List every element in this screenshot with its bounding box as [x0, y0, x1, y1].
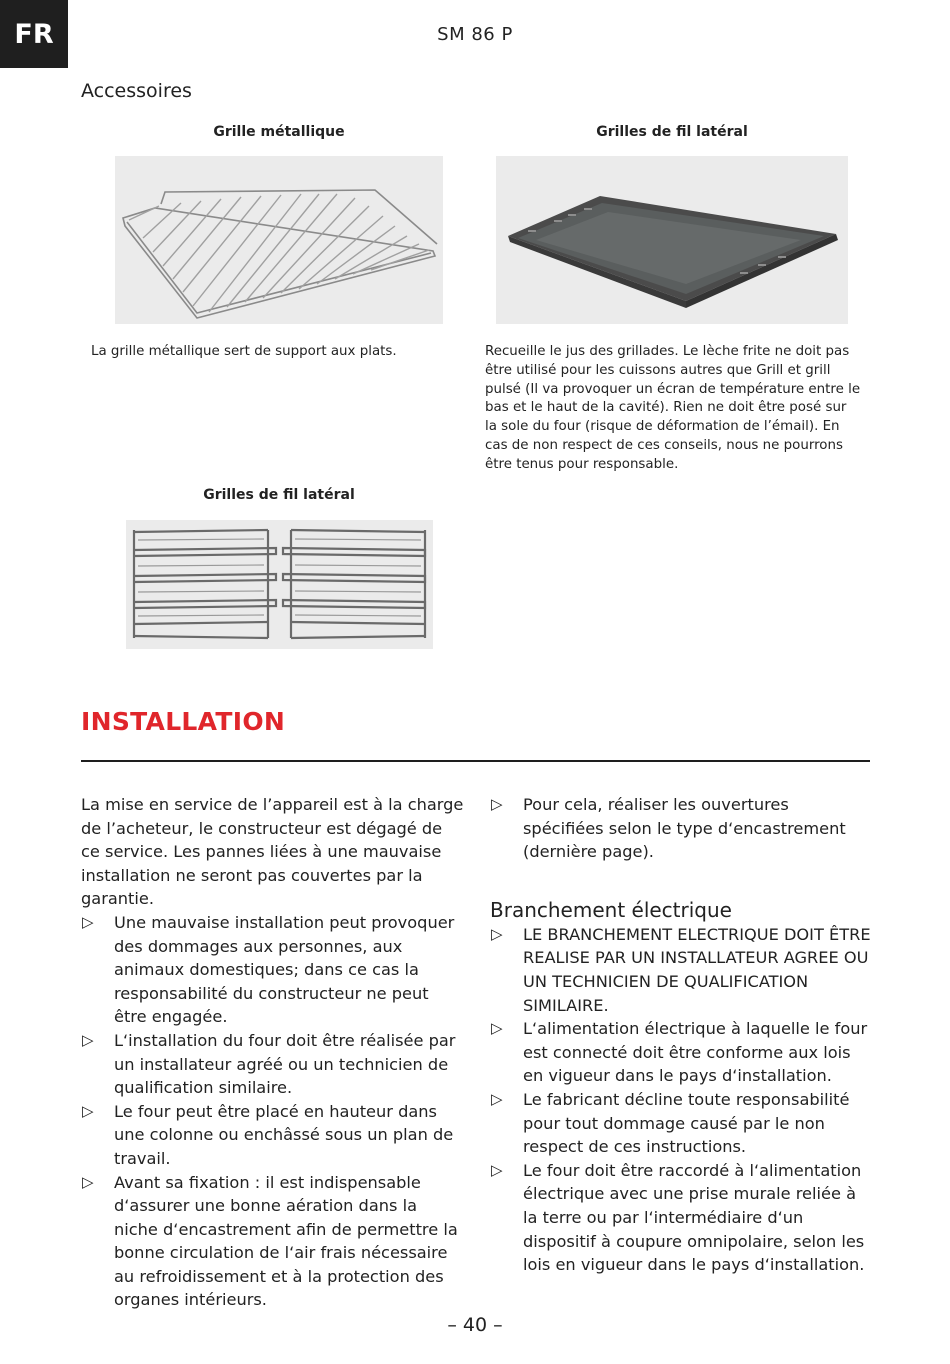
installation-title: INSTALLATION: [81, 707, 286, 736]
accessories-title: Accessoires: [81, 80, 192, 102]
wire-grill-description: La grille métallique sert de support aux plats.: [91, 344, 397, 359]
installation-right-column: [490, 793, 872, 1277]
triangle-bullet-icon: ▷: [491, 1160, 503, 1179]
list-item: [490, 923, 872, 1017]
page-number: – 40 –: [447, 1314, 503, 1336]
list-item: [81, 911, 466, 1029]
installation-intro: La mise en service de l’appareil est à la charge de l’acheteur, le constructeur est dégagé de ce service. Les pannes liées à une mauvaise installation ne seront pas couvertes par la garantie.: [81, 795, 464, 909]
caption-side-racks: Grilles de fil latéral: [203, 487, 355, 503]
triangle-bullet-icon: ▷: [491, 795, 503, 813]
language-badge: FR: [0, 0, 68, 68]
list-item: [490, 1017, 872, 1088]
electrical-connection-title: Branchement électrique: [490, 897, 732, 922]
list-item-text: L‘alimentation électrique à laquelle le four est connecté doit être conforme aux lois en vigueur dans le pays d‘installation.: [523, 1019, 868, 1086]
list-item: [81, 1100, 466, 1171]
list-item-text: LE BRANCHEMENT ELECTRIQUE DOIT ÊTRE REALISE PAR UN INSTALLATEUR AGREE OU UN TECHNICIEN DE QUALIFICATION SIMILAIRE.: [523, 924, 871, 1015]
triangle-bullet-icon: ▷: [491, 1089, 503, 1108]
triangle-bullet-icon: ▷: [82, 1030, 94, 1049]
triangle-bullet-icon: ▷: [82, 1172, 94, 1191]
triangle-bullet-icon: ▷: [491, 924, 503, 943]
drip-tray-description: Recueille le jus des grillades. Le lèche frite ne doit pas être utilisé pour les cuissons autres que Grill et grill pulsé (Il va provoquer un écran de température entre le bas et le haut de la cavité). Rien ne doit être posé sur la sole du four (risque de déformation de l’émail). En cas de non respect de ces conseils, nous ne pourrons être tenus pour responsable.: [485, 344, 861, 472]
list-item-text: Le four peut être placé en hauteur dans une colonne ou enchâssé sous un plan de travail.: [114, 1101, 454, 1168]
drip-tray-image: [496, 156, 848, 324]
list-item-text: L‘installation du four doit être réalisée par un installateur agréé ou un technicien de qualification similaire.: [114, 1030, 456, 1098]
list-item: [81, 1029, 466, 1100]
triangle-bullet-icon: ▷: [82, 912, 94, 931]
installation-left-column: [81, 793, 466, 1312]
list-item-text: Avant sa fixation : il est indispensable d‘assurer une bonne aération dans la niche d‘encastrement afin de permettre la bonne circulation de l‘air frais nécessaire au refroidissement et à la protection des organes intérieurs.: [114, 1172, 458, 1310]
model-name: SM 86 P: [437, 24, 513, 45]
caption-wire-grill: Grille métallique: [213, 124, 345, 140]
caption-drip-tray: Grilles de fil latéral: [596, 124, 748, 140]
list-item-text: Une mauvaise installation peut provoquer des dommages aux personnes, aux animaux domestiques; dans ce cas la responsabilité du constructeur ne peut être engagée.: [114, 912, 455, 1027]
list-item: [490, 1159, 872, 1277]
list-item: [490, 1088, 872, 1159]
list-item: [81, 1171, 466, 1313]
triangle-bullet-icon: ▷: [82, 1101, 94, 1120]
wire-grill-image: [115, 156, 443, 324]
list-item-text: Le four doit être raccordé à l‘alimentation électrique avec une prise murale reliée à la terre ou par l‘intermédiaire d‘un dispositif à coupure omnipolaire, selon les lois en vigueur dans le pays d‘installation.: [523, 1160, 865, 1275]
triangle-bullet-icon: ▷: [491, 1019, 503, 1038]
list-item-text: Le fabricant décline toute responsabilité pour tout dommage causé par le non respect de ces instructions.: [523, 1089, 850, 1157]
list-item: [490, 793, 872, 864]
list-item-text: Pour cela, réaliser les ouvertures spécifiées selon le type d‘encastrement (dernière page).: [523, 795, 846, 862]
section-divider: [81, 760, 870, 762]
side-racks-image: [126, 520, 433, 649]
